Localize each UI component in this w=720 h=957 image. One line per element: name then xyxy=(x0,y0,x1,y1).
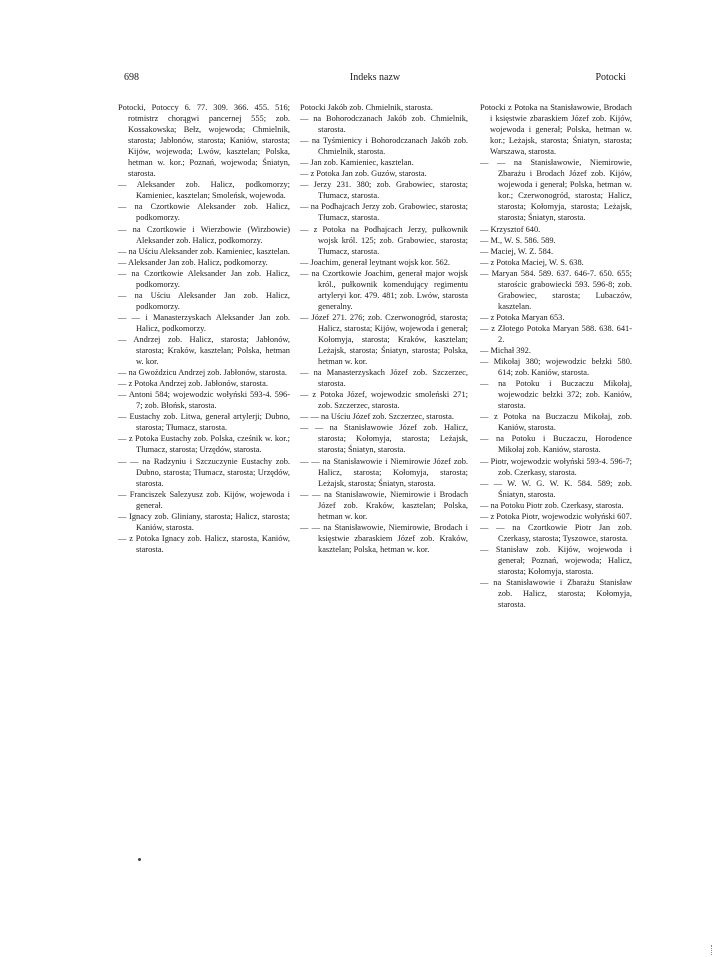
index-entry: — Michał 392. xyxy=(480,345,632,356)
index-entry: — Aleksander Jan zob. Halicz, podkomorzy. xyxy=(118,257,290,268)
index-entry: — na Podhajcach Jerzy zob. Grabowiec, starosta; Tłumacz, starosta. xyxy=(300,201,468,223)
index-entry: — na Uściu Aleksander Jan zob. Halicz, podkomorzy. xyxy=(118,290,290,312)
index-column-3 xyxy=(480,102,632,610)
index-entry: — Maciej, W. Z. 584. xyxy=(480,246,632,257)
index-entry: — na Potoku i Buczaczu Mikołaj, wojewodzic bełzki 372; zob. Kaniów, starosta. xyxy=(480,378,632,411)
index-entry: — z Złotego Potoka Maryan 588. 638. 641-2. xyxy=(480,323,632,345)
index-entry: — z Potoka Maciej, W. S. 638. xyxy=(480,257,632,268)
index-entry: — na Stanisławowie i Zbarażu Stanisław zob. Halicz, starosta; Kołomyja, starosta. xyxy=(480,577,632,610)
index-entry: — z Potoka na Buczaczu Mikołaj, zob. Kaniów, starosta. xyxy=(480,411,632,433)
index-entry: — Eustachy zob. Litwa, generał artylerji; Dubno, starosta; Tłumacz, starosta. xyxy=(118,411,290,433)
page-header xyxy=(124,72,626,86)
index-entry: — na Czortkowie Aleksander zob. Halicz, podkomorzy. xyxy=(118,201,290,223)
index-entry: — Józef 271. 276; zob. Czerwonogród, starosta; Halicz, starosta; Kijów, wojewoda i generał; Kołomyja, starosta; Kraków, kasztelan; Leżajsk, starosta; Śniatyn, starosta; Polska, hetman w. kor. xyxy=(300,312,468,367)
index-entry: — na Uściu Aleksander zob. Kamieniec, kasztelan. xyxy=(118,246,290,257)
running-title: Indeks nazw xyxy=(349,72,401,83)
index-entry: — na Gwoździcu Andrzej zob. Jabłonów, starosta. xyxy=(118,367,290,378)
index-entry: — Piotr, wojewodzic wołyński 593-4. 596-7; zob. Czerkasy, starosta. xyxy=(480,456,632,478)
index-entry: — na Potoku Piotr zob. Czerkasy, starosta. xyxy=(480,500,632,511)
index-entry: — na Manasterzyskach Józef zob. Szczerzec, starosta. xyxy=(300,367,468,389)
index-entry: — na Czortkowie Joachim, generał major wojsk król., pułkownik komendujący regimentu artyleryi kor. 479. 481; zob. Lwów, starosta generalny. xyxy=(300,268,468,312)
index-entry: — z Potoka Andrzej zob. Jabłonów, starosta. xyxy=(118,378,290,389)
index-entry-main: Potocki Jakób zob. Chmielnik, starosta. xyxy=(300,103,433,112)
index-entry: — Mikołaj 380; wojewodzic bełzki 580. 614; zob. Kaniów, starosta. xyxy=(480,356,632,378)
index-entry: — z Potoka Ignacy zob. Halicz, starosta, Kaniów, starosta. xyxy=(118,533,290,555)
index-entry: — — na Stanisławowie i Niemirowie Józef zob. Halicz, starosta; Kołomyja, starosta; Leżajsk, starosta; Śniatyn, starosta. xyxy=(300,456,468,489)
index-entry-main: Potocki z Potoka na Stanisławowie, Brodach i księstwie zbaraskiem Józef zob. Kijów, wojewoda i generał; Polska, hetman w. kor.; Leżajsk, starosta; Śniatyn, starosta; Warszawa, starosta. xyxy=(480,103,632,157)
index-entry: — z Potoka na Podhajcach Jerzy, pułkownik wojsk król. 125; zob. Grabowiec, starosta; Tłumacz, starosta. xyxy=(300,224,468,257)
index-entry: — Antoni 584; wojewodzic wołyński 593-4. 596-7; zob. Błońsk, starosta. xyxy=(118,389,290,411)
index-entry: — na Tyśmienicy i Bohorodczanach Jakób zob. Chmielnik, starosta. xyxy=(300,135,468,157)
index-entry: — Maryan 584. 589. 637. 646-7. 650. 655; starościc grabowiecki 593. 596-8; zob. Grabowiec, starosta; Lubaczów, kasztelan. xyxy=(480,268,632,312)
index-entry: — — na Stanisławowie, Niemirowie i Brodach Józef zob. Kraków, kasztelan; Polska, hetman w. kor. xyxy=(300,489,468,522)
index-entry: — — i Manasterzyskach Aleksander Jan zob. Halicz, podkomorzy. xyxy=(118,312,290,334)
index-entry: — Krzysztof 640. xyxy=(480,224,632,235)
index-entry-main: Potocki, Potoccy 6. 77. 309. 366. 455. 516; rotmistrz chorągwi pancernej 555; zob. Kossakowska; Bełz, wojewoda; Chmielnik, starosta; Jabłonów, starosta; Kaniów, starosta; Kijów, wojewoda; Lwów, kasztelan; Polska, hetman w. kor.; Poznań, wojewoda; Śniatyn, starosta. xyxy=(118,103,290,179)
index-entry: — Franciszek Salezyusz zob. Kijów, wojewoda i generał. xyxy=(118,489,290,511)
index-entry: — — na Czortkowie Piotr Jan zob. Czerkasy, starosta; Tyszowce, starosta. xyxy=(480,522,632,544)
print-speck xyxy=(138,858,141,861)
running-head: Potocki xyxy=(595,72,626,83)
index-entry: — Stanisław zob. Kijów, wojewoda i generał; Poznań, wojewoda; Halicz, starosta; Kołomyja, starosta. xyxy=(480,544,632,577)
index-entry: — na Bohorodczanach Jakób zob. Chmielnik, starosta. xyxy=(300,113,468,135)
index-entry: — na Potoku i Buczaczu, Horodence Mikołaj zob. Kaniów, starosta. xyxy=(480,433,632,455)
index-entry: — Aleksander zob. Halicz, podkomorzy; Kamieniec, kasztelan; Smoleńsk, wojewoda. xyxy=(118,179,290,201)
page-number: 698 xyxy=(124,72,139,83)
index-entry: — z Potoka Maryan 653. xyxy=(480,312,632,323)
index-entry: — z Potoka Jan zob. Guzów, starosta. xyxy=(300,168,468,179)
index-entry: — Joachim, generał leytnant wojsk kor. 562. xyxy=(300,257,468,268)
index-entry: — na Czortkowie Aleksander Jan zob. Halicz, podkomorzy. xyxy=(118,268,290,290)
index-entry: — z Potoka Piotr, wojewodzic wołyński 607. xyxy=(480,511,632,522)
index-entry: — na Czortkowie i Wierzbowie (Wirzbowie) Aleksander zob. Halicz, podkomorzy. xyxy=(118,224,290,246)
index-entry: — — na Radzyniu i Szczuczynie Eustachy zob. Dubno, starosta; Tłumacz, starosta; Urzędów, starosta. xyxy=(118,456,290,489)
index-entry: — — na Stanisławowie, Niemirowie, Zbarażu i Brodach Józef zob. Kijów, wojewoda i generał; Polska, hetman w. kor.; Czerwonogród, starosta; Halicz, starosta; Kołomyja, starosta; Leżajsk, starosta; Śniatyn, starosta. xyxy=(480,157,632,223)
index-entry: — Ignacy zob. Gliniany, starosta; Halicz, starosta; Kaniów, starosta. xyxy=(118,511,290,533)
index-entry: — — na Stanisławowie, Niemirowie, Brodach i księstwie zbaraskiem Józef zob. Kraków, kasztelan; Polska, hetman w. kor. xyxy=(300,522,468,555)
index-entry: — — na Uściu Józef zob. Szczerzec, starosta. xyxy=(300,411,468,422)
index-entry: — Jan zob. Kamieniec, kasztelan. xyxy=(300,157,468,168)
index-column-2 xyxy=(300,102,468,555)
index-entry: — Andrzej zob. Halicz, starosta; Jabłonów, starosta; Kraków, kasztelan; Polska, hetman w. kor. xyxy=(118,334,290,367)
index-entry: — z Potoka Józef, wojewodzic smoleński 271; zob. Szczerzec, starosta. xyxy=(300,389,468,411)
scan-edge-mark xyxy=(711,945,718,955)
index-entry: — Jerzy 231. 380; zob. Grabowiec, starosta; Tłumacz, starosta. xyxy=(300,179,468,201)
index-entry: — — W. W. G. W. K. 584. 589; zob. Śniatyn, starosta. xyxy=(480,478,632,500)
index-column-1 xyxy=(118,102,290,555)
index-entry: — z Potoka Eustachy zob. Polska, cześnik w. kor.; Tłumacz, starosta; Urzędów, starosta. xyxy=(118,433,290,455)
index-entry: — M., W. S. 586. 589. xyxy=(480,235,632,246)
index-entry: — — na Stanisławowie Józef zob. Halicz, starosta; Kołomyja, starosta; Leżajsk, starosta; Śniatyn, starosta. xyxy=(300,422,468,455)
